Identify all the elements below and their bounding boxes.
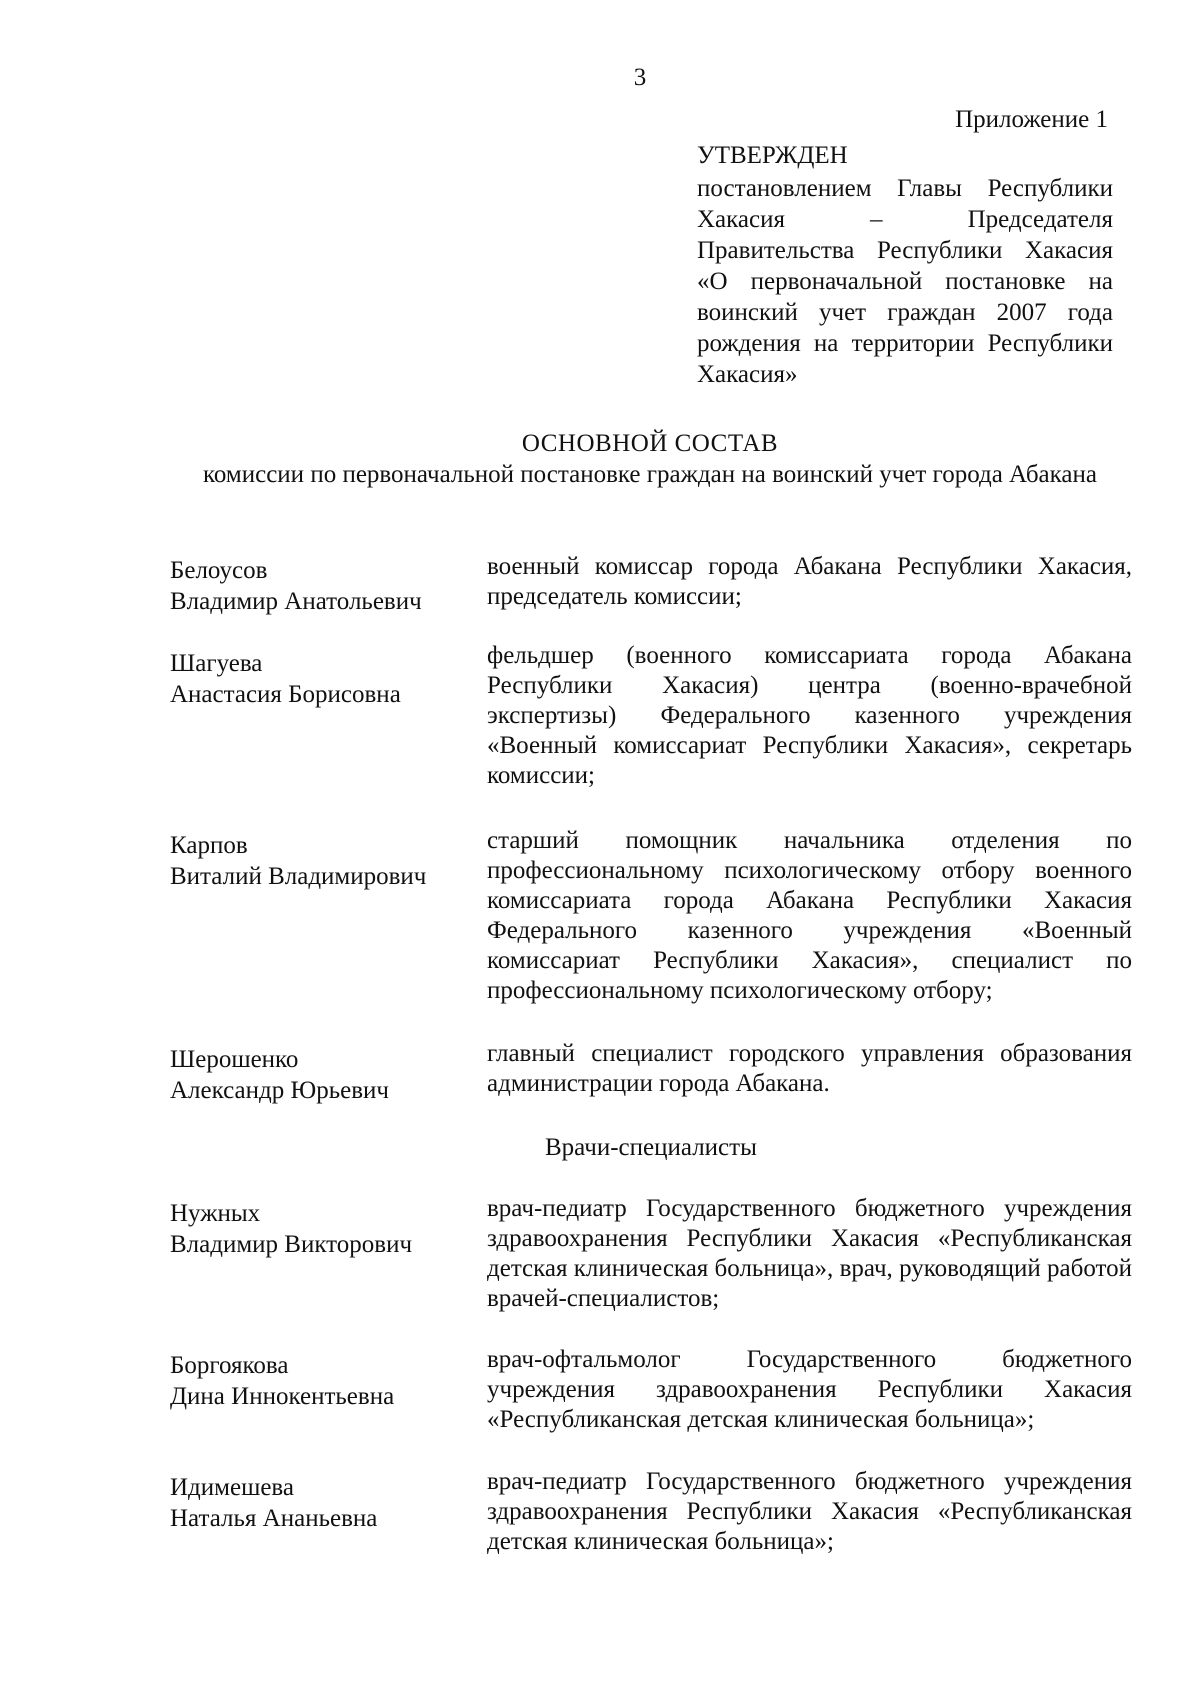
- member-surname: Карпов: [170, 832, 248, 859]
- approval-heading: УТВЕРЖДЕН: [697, 142, 848, 169]
- document-title: ОСНОВНОЙ СОСТАВ: [521, 430, 779, 457]
- approval-block: [697, 140, 1113, 390]
- doctor-name: [170, 1198, 470, 1260]
- member-surname: Белоусов: [170, 557, 268, 584]
- document-subtitle: комиссии по первоначальной постановке граждан на воинский учет города Абакана: [203, 461, 1097, 488]
- doctor-surname: Идимешева: [170, 1474, 294, 1501]
- appendix-label: Приложение 1: [955, 106, 1108, 133]
- doctor-given-name: Дина Иннокентьевна: [170, 1383, 395, 1410]
- doctors-section-heading: Врачи-специалисты: [545, 1134, 757, 1161]
- member-given-name: Александр Юрьевич: [170, 1077, 389, 1104]
- page-number: 3: [633, 64, 647, 91]
- member-name: [170, 555, 470, 617]
- member-role: военный комиссар города Абакана Республики Хакасия, председатель комиссии;: [487, 553, 1132, 610]
- member-role: старший помощник начальника отделения по профессиональному психологическому отбору военного комиссариата города Абакана Республики Хакасия Федерального казенного учреждения «Военный комиссариат Республики Хакасия», специалист по профессиональному психологическому отбору;: [487, 827, 1132, 1004]
- member-role: фельдшер (военного комиссариата города Абакана Республики Хакасия) центра (военно-врачебной экспертизы) Федерального казенного учреждения «Военный комиссариат Республики Хакасия», секретарь комиссии;: [487, 642, 1132, 789]
- doctor-role: врач-офтальмолог Государственного бюджетного учреждения здравоохранения Республики Хакасия «Республиканская детская клиническая больница»;: [487, 1346, 1132, 1433]
- member-given-name: Владимир Анатольевич: [170, 588, 422, 615]
- doctor-role: врач-педиатр Государственного бюджетного учреждения здравоохранения Республики Хакасия «Республиканская детская клиническая больница», врач, руководящий работой врачей-специалистов;: [487, 1195, 1132, 1312]
- doctor-name: [170, 1350, 470, 1412]
- member-surname: Шагуева: [170, 650, 263, 677]
- title-block: [0, 428, 1200, 490]
- member-name: [170, 1044, 470, 1106]
- member-given-name: Анастасия Борисовна: [170, 681, 401, 708]
- member-role: главный специалист городского управления образования администрации города Абакана.: [487, 1040, 1132, 1097]
- doctor-surname: Боргоякова: [170, 1352, 289, 1379]
- approval-text: постановлением Главы Республики Хакасия – Председателя Правительства Республики Хакасия «О первоначальной постановке на воинский учет граждан 2007 года рождения на территории Республики Хакасия»: [697, 175, 1113, 388]
- doctor-surname: Нужных: [170, 1200, 261, 1227]
- doctor-given-name: Наталья Ананьевна: [170, 1505, 378, 1532]
- doctor-role: врач-педиатр Государственного бюджетного учреждения здравоохранения Республики Хакасия «Республиканская детская клиническая больница»;: [487, 1468, 1132, 1555]
- member-given-name: Виталий Владимирович: [170, 863, 427, 890]
- member-name: [170, 830, 470, 892]
- member-surname: Шерошенко: [170, 1046, 299, 1073]
- doctor-name: [170, 1472, 470, 1534]
- member-name: [170, 648, 470, 710]
- doctor-given-name: Владимир Викторович: [170, 1231, 413, 1258]
